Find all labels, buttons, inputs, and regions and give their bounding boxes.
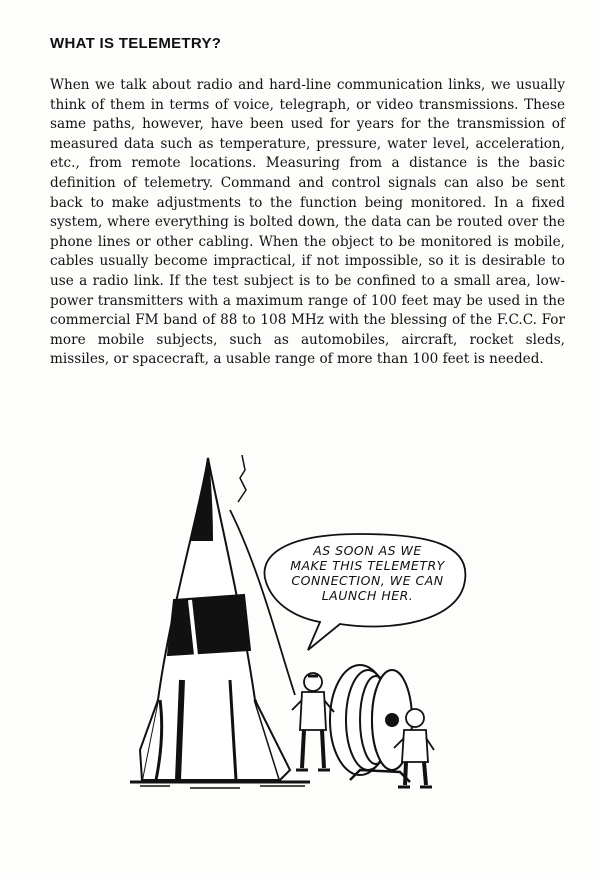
speech-line: CONNECTION, WE CAN <box>291 573 444 588</box>
cable-reel-drawing <box>330 665 412 782</box>
page-heading: WHAT IS TELEMETRY? <box>50 35 222 52</box>
speech-line: MAKE THIS TELEMETRY <box>290 558 445 573</box>
rocket-drawing <box>130 455 310 788</box>
speech-bubble-text <box>265 543 470 603</box>
speech-line: LAUNCH HER. <box>321 588 414 603</box>
technician-figure-left <box>292 673 334 770</box>
rocket-cartoon-illustration <box>130 450 480 810</box>
body-paragraph: When we talk about radio and hard-line communication links, we usually think of them in terms of voice, telegraph, or video transmissions. These same paths, however, have been used for years for the transmission of measured data such as temperature, pressure, water level, acceleration, etc., from remote locations. Measuring from a distance is the basic definition of telemetry. Command and control signals can also be sent back to make adjustments to the function being monitored. In a fixed system, where everything is bolted down, the data can be routed over the phone lines or other cabling. When the object to be monitored is mobile, cables usually become impractical, if not impossible, so it is desirable to use a radio link. If the test subject is to be confined to a small area, low-power transmitters with a maximum range of 100 feet may be used in the commercial FM band of 88 to 108 MHz with the blessing of the F.C.C. For more mobile subjects, such as automobiles, aircraft, rocket sleds, missiles, or spacecraft, a usable range of more than 100 feet is needed. <box>50 77 565 368</box>
speech-line: AS SOON AS WE <box>313 543 422 558</box>
